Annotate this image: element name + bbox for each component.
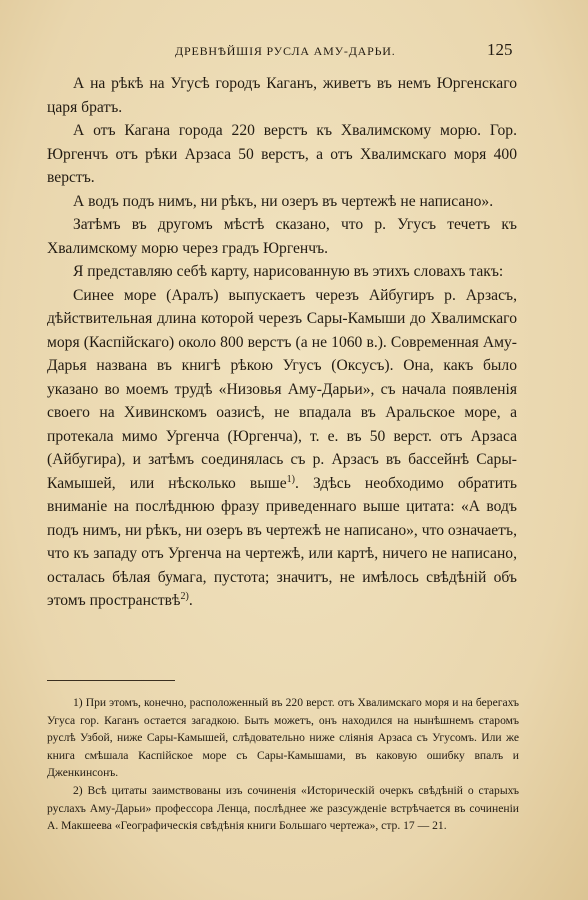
footnote-mark-2: 2) [180,590,189,602]
paragraph: Я представляю себѣ карту, нарисованную въ этихъ словахъ такъ: [73,263,504,280]
passage-continuation: . Здѣсь необходимо обратить вниманіе на послѣднюю фразу приведеннаго выше цитата: «А водъ подъ нимъ, ни рѣкъ, ни озеръ въ чертежѣ не написано», что означаетъ, что къ западу отъ Ургенча на чертежѣ, или картѣ, ничего не написано, осталась бѣлая бумага, пустота; значитъ, не имѣлось свѣдѣній объ этомъ пространствѣ [47,474,518,609]
passage-text: Синее море (Аралъ) выпускаетъ черезъ Айбугиръ р. Арзасъ, дѣйствительная длина которой черезъ Сары-Камыши до Хвалимскаго моря (Каспійскаго) около 800 верстъ (а не 1060 в.). Современная Аму-Дарья названа въ книгѣ рѣкою Угусъ (Оксусъ). Она, какъ было указано во моемъ трудѣ «Низовья Аму-Дарьи», съ начала появленія своего на Хивинскомъ оазисѣ, не впадала въ Аральское море, а протекала мимо Ургенча (Юргенча), т. е. въ 50 верст. отъ Арзаса (Айбугира), и затѣмъ соединялась съ р. Арзасъ въ бассейнѣ Сары-Камышей, или нѣсколько выше [47,286,517,492]
paragraph: А отъ Кагана города 220 верстъ къ Хвалимскому морю. Гор. Юргенчъ отъ рѣки Арзаса 50 верстъ, а отъ Хвалимскаго моря 400 верстъ. [47,122,517,186]
footnote: 1) При этомъ, конечно, расположенный въ 220 верст. отъ Хвалимскаго моря и на берегахъ Угуса гор. Каганъ остается загадкою. Быть можетъ, онъ находился на нынѣшнемъ старомъ руслѣ Узбой, ниже Сары-Камышей, слѣдовательно ниже сліянія Арзаса съ Угусомъ. Или же книга смѣшала Каспійское море съ Сары-Камышами, въ каковую ошибку впалъ и Дженкинсонъ. [47,696,519,780]
footnote: 2) Всѣ цитаты заимствованы изъ сочиненія «Историческій очеркъ свѣдѣній о старыхъ руслахъ Аму-Дарьи» профессора Ленца, послѣднее же разсужденіе встрѣчается въ сочиненіи А. Макшеева «Географическія свѣдѣнія книги Большаго чертежа», стр. 17 — 21. [47,783,519,833]
running-title: ДРЕВНѢЙШІЯ РУСЛА АМУ-ДАРЬИ. [175,44,396,58]
page-header [0,40,588,64]
paragraph: Затѣмъ въ другомъ мѣстѣ сказано, что р. Угусъ течетъ къ Хвалимскому морю через градъ Юргенчъ. [47,216,517,257]
paragraph: А на рѣкѣ на Угусѣ городъ Каганъ, живетъ въ немъ Юргенскаго царя братъ. [47,75,517,116]
footnote-divider [47,680,175,681]
passage-ending: . [188,592,193,609]
main-text [47,72,517,613]
footnote-mark-1: 1) [286,473,296,485]
main-passage [47,284,517,613]
footnotes [47,694,519,835]
paragraph: А водъ подъ нимъ, ни рѣкъ, ни озеръ въ чертежѣ не написано». [73,192,494,210]
page-number: 125 [487,40,513,59]
